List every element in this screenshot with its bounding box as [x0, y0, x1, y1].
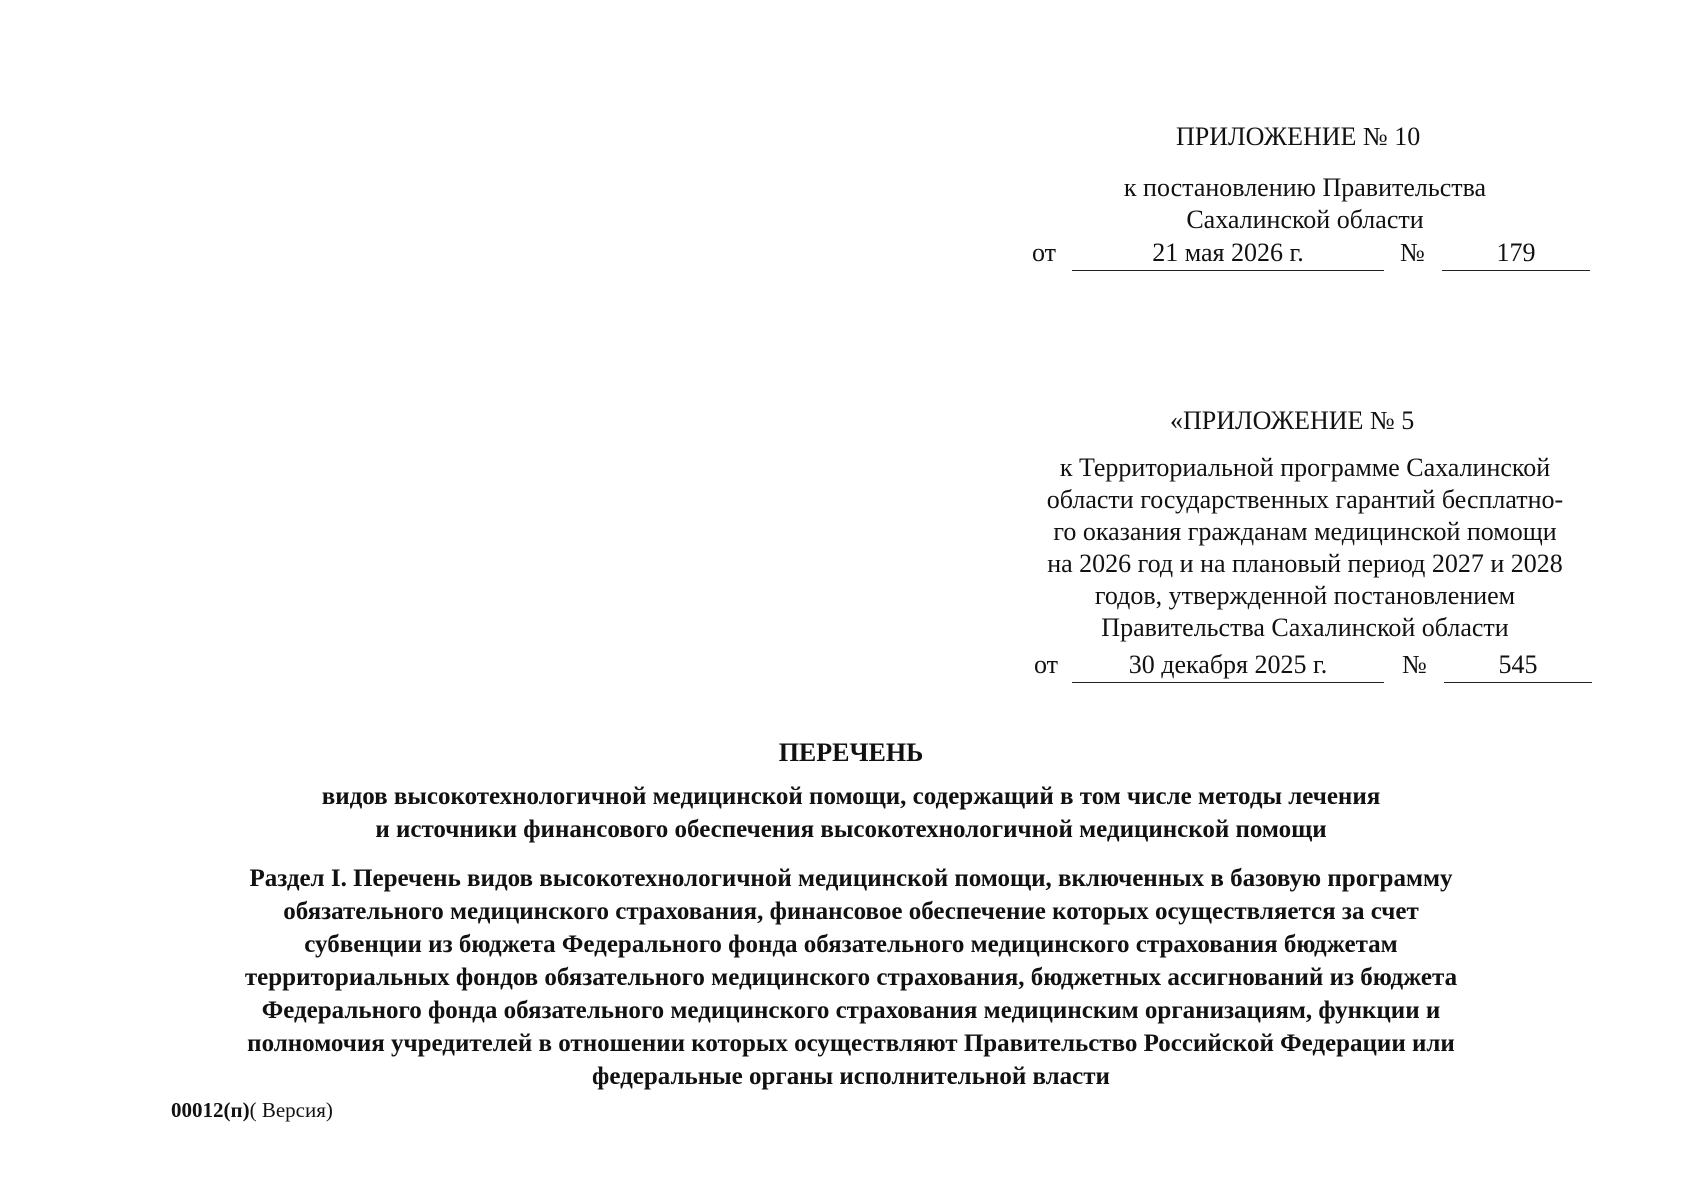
annex5-line-2: области государственных гарантий бесплатно-: [1046, 485, 1564, 514]
annex5-number: 545: [1444, 650, 1592, 683]
section-1-line-6: полномочия учредителей в отношении которых осуществляют Правительство Российской Федерации или: [247, 1030, 1455, 1057]
annex10-title: ПРИЛОЖЕНИЕ № 10: [1176, 122, 1421, 151]
annex10-from-label: от: [1032, 238, 1057, 267]
section-1-line-3: субвенции из бюджета Федерального фонда обязательного медицинского страхования бюджетам: [304, 931, 1398, 958]
footer-code: [171, 1098, 333, 1123]
section-1-line-1: Раздел I. Перечень видов высокотехнологичной медицинской помощи, включенных в базовую программу: [249, 865, 1453, 892]
section-1-line-7: федеральные органы исполнительной власти: [592, 1063, 1110, 1090]
annex5-line-4: на 2026 год и на плановый период 2027 и 2028: [1047, 549, 1563, 578]
annex10-date-row: [1032, 238, 1592, 272]
annex5-from-label: от: [1034, 650, 1059, 679]
footer-version: ( Версия): [249, 1098, 333, 1122]
annex10-number: 179: [1442, 238, 1590, 271]
annex5-date-row: [1034, 650, 1594, 684]
annex5-line-3: го оказания гражданам медицинской помощи: [1053, 517, 1557, 546]
annex5-title: «ПРИЛОЖЕНИЕ № 5: [1170, 406, 1415, 435]
annex10-line2: Сахалинской области: [1186, 205, 1424, 234]
annex10-line1: к постановлению Правительства: [1123, 173, 1487, 202]
annex5-num-label: №: [1402, 650, 1427, 679]
annex5-date: 30 декабря 2025 г.: [1072, 650, 1384, 683]
footer-code-number: 00012(п): [171, 1098, 250, 1122]
annex5-line-1: к Территориальной программе Сахалинской: [1059, 453, 1551, 482]
section-1-line-4: территориальных фондов обязательного медицинского страхования, бюджетных ассигнований из бюджета: [244, 964, 1458, 991]
section-1-line-5: Федерального фонда обязательного медицинского страхования медицинским организациям, функции и: [261, 997, 1441, 1024]
document-title: ПЕРЕЧЕНЬ: [778, 738, 924, 767]
annex10-date: 21 мая 2026 г.: [1072, 238, 1384, 271]
subtitle-line-2: и источники финансового обеспечения высокотехнологичной медицинской помощи: [375, 816, 1327, 843]
document-subtitle: [0, 780, 1702, 846]
annex5-basis: [1010, 452, 1600, 644]
section-1-heading: [140, 862, 1562, 1093]
annex10-basis: [1090, 172, 1520, 236]
annex5-line-5: годов, утвержденной постановлением: [1094, 581, 1516, 610]
subtitle-line-1: видов высокотехнологичной медицинской помощи, содержащий в том числе методы лечения: [321, 783, 1381, 810]
annex5-line-6: Правительства Сахалинской области: [1101, 613, 1509, 642]
section-1-line-2: обязательного медицинского страхования, финансовое обеспечение которых осуществляется за счет: [283, 898, 1419, 925]
annex10-num-label: №: [1400, 238, 1425, 267]
